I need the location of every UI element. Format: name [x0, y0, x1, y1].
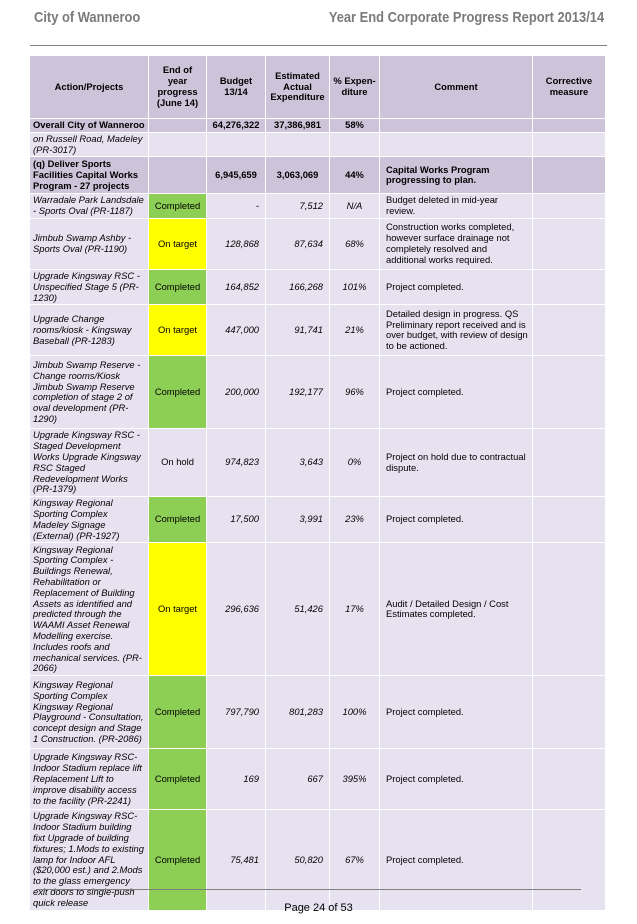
actual-value: 3,991	[266, 497, 330, 543]
budget-value: 128,868	[207, 218, 266, 269]
pct-value: 100%	[330, 676, 380, 749]
pct-value: 101%	[330, 269, 380, 304]
actual-value: 166,268	[266, 269, 330, 304]
continued-project: on Russell Road, Madeley (PR-3017)	[30, 132, 149, 157]
table-row	[30, 429, 606, 497]
corrective-measure	[533, 749, 606, 810]
actual-value: 801,283	[266, 676, 330, 749]
status-cell: Completed	[149, 749, 207, 810]
table-row	[30, 810, 606, 910]
table-row	[30, 218, 606, 269]
table-row	[30, 497, 606, 543]
project-name: Jimbub Swamp Reserve - Change rooms/Kiosk Jimbub Swamp Reserve completion of stage 2 of oval development (PR-1290)	[30, 356, 149, 429]
corrective-measure	[533, 218, 606, 269]
budget-value: 296,636	[207, 543, 266, 676]
project-name: Kingsway Regional Sporting Complex Madeley Signage (External) (PR-1927)	[30, 497, 149, 543]
corrective-measure	[533, 269, 606, 304]
overall-pct: 58%	[330, 119, 380, 133]
overall-actual: 37,386,981	[266, 119, 330, 133]
col-header-actual: Estimated Actual Expenditure	[266, 56, 330, 119]
section-comment: Capital Works Program progressing to plan.	[380, 157, 533, 194]
comment-text: Construction works completed, however surface drainage not completely resolved and additional works required.	[380, 218, 533, 269]
comment-text: Project completed.	[380, 497, 533, 543]
project-name: Upgrade Change rooms/kiosk - Kingsway Baseball (PR-1283)	[30, 305, 149, 356]
pct-value: 0%	[330, 429, 380, 497]
corrective-measure	[533, 497, 606, 543]
col-header-budget: Budget 13/14	[207, 56, 266, 119]
section-pct: 44%	[330, 157, 380, 194]
actual-value: 667	[266, 749, 330, 810]
budget-value: 974,823	[207, 429, 266, 497]
pct-value: 17%	[330, 543, 380, 676]
status-cell: Completed	[149, 676, 207, 749]
budget-value: 797,790	[207, 676, 266, 749]
col-header-comment: Comment	[380, 56, 533, 119]
budget-value: 75,481	[207, 810, 266, 910]
pct-value: 395%	[330, 749, 380, 810]
pct-value: 68%	[330, 218, 380, 269]
table-row	[30, 356, 606, 429]
status-cell: On target	[149, 218, 207, 269]
section-actual: 3,063,069	[266, 157, 330, 194]
table-row	[30, 194, 606, 219]
budget-value: 169	[207, 749, 266, 810]
comment-text: Project completed.	[380, 749, 533, 810]
page-number: Page 24 of 53	[284, 902, 353, 914]
budget-value: 164,852	[207, 269, 266, 304]
col-header-action: Action/Projects	[30, 56, 149, 119]
overall-row	[30, 119, 606, 133]
actual-value: 91,741	[266, 305, 330, 356]
project-name: Upgrade Kingsway RSC - Staged Development Works Upgrade Kingsway RSC Staged Redevelopment Works (PR-1379)	[30, 429, 149, 497]
project-name: Upgrade Kingsway RSC-Indoor Stadium replace lift Replacement Lift to improve disability access to the facility (PR-2241)	[30, 749, 149, 810]
status-cell: On target	[149, 305, 207, 356]
continued-row	[30, 132, 606, 157]
pct-value: 96%	[330, 356, 380, 429]
corrective-measure	[533, 676, 606, 749]
status-cell: On target	[149, 543, 207, 676]
actual-value: 7,512	[266, 194, 330, 219]
comment-text: Budget deleted in mid-year review.	[380, 194, 533, 219]
comment-text: Project completed.	[380, 810, 533, 910]
budget-value: 200,000	[207, 356, 266, 429]
corrective-measure	[533, 429, 606, 497]
progress-table	[29, 55, 606, 911]
header-divider	[30, 45, 607, 46]
status-cell: Completed	[149, 810, 207, 910]
actual-value: 51,426	[266, 543, 330, 676]
corrective-measure	[533, 305, 606, 356]
table-row	[30, 676, 606, 749]
comment-text: Detailed design in progress. QS Preliminary report received and is over budget, with review of design to be actioned.	[380, 305, 533, 356]
budget-value: 447,000	[207, 305, 266, 356]
project-name: Upgrade Kingsway RSC - Unspecified Stage 5 (PR-1230)	[30, 269, 149, 304]
progress-table-container	[29, 55, 605, 911]
status-cell: Completed	[149, 356, 207, 429]
project-name: Kingsway Regional Sporting Complex Kingsway Regional Playground - Consultation, concept design and Stage 1 Construction. (PR-2086)	[30, 676, 149, 749]
pct-value: N/A	[330, 194, 380, 219]
comment-text: Project on hold due to contractual dispute.	[380, 429, 533, 497]
header-org-name: City of Wanneroo	[34, 9, 141, 26]
project-name: Upgrade Kingsway RSC-Indoor Stadium building fixt Upgrade of building fixtures; 1.Mods to existing lamp for Indoor AFL ($20,000 est.) and 2.Mods to the glass emergency exit doors to single-push quick release	[30, 810, 149, 910]
comment-text: Project completed.	[380, 356, 533, 429]
col-header-pct: % Expen-diture	[330, 56, 380, 119]
actual-value: 50,820	[266, 810, 330, 910]
overall-budget: 64,276,322	[207, 119, 266, 133]
budget-value: -	[207, 194, 266, 219]
corrective-measure	[533, 543, 606, 676]
col-header-progress: End of year progress (June 14)	[149, 56, 207, 119]
corrective-measure	[533, 810, 606, 910]
actual-value: 3,643	[266, 429, 330, 497]
comment-text: Project completed.	[380, 676, 533, 749]
table-row	[30, 305, 606, 356]
corrective-measure	[533, 194, 606, 219]
col-header-corrective: Corrective measure	[533, 56, 606, 119]
table-row	[30, 543, 606, 676]
header-report-title: Year End Corporate Progress Report 2013/14	[328, 9, 604, 26]
project-name: Kingsway Regional Sporting Complex - Buildings Renewal, Rehabilitation or Replacement of Building Assets as identified and predicted through the WAAMI Asset Renewal Modelling exercise. Includes roofs and mechanical services. (PR-2066)	[30, 543, 149, 676]
comment-text: Project completed.	[380, 269, 533, 304]
pct-value: 23%	[330, 497, 380, 543]
status-cell: Completed	[149, 269, 207, 304]
status-cell: Completed	[149, 497, 207, 543]
section-label: (q) Deliver Sports Facilities Capital Works Program - 27 projects	[30, 157, 149, 194]
comment-text: Audit / Detailed Design / Cost Estimates completed.	[380, 543, 533, 676]
footer-divider	[36, 889, 581, 890]
section-row	[30, 157, 606, 194]
table-row	[30, 749, 606, 810]
project-name: Warradale Park Landsdale - Sports Oval (PR-1187)	[30, 194, 149, 219]
table-header-row	[30, 56, 606, 119]
pct-value: 21%	[330, 305, 380, 356]
actual-value: 192,177	[266, 356, 330, 429]
status-cell: On hold	[149, 429, 207, 497]
status-cell: Completed	[149, 194, 207, 219]
pct-value: 67%	[330, 810, 380, 910]
overall-label: Overall City of Wanneroo	[30, 119, 149, 133]
budget-value: 17,500	[207, 497, 266, 543]
corrective-measure	[533, 356, 606, 429]
section-budget: 6,945,659	[207, 157, 266, 194]
actual-value: 87,634	[266, 218, 330, 269]
table-row	[30, 269, 606, 304]
project-name: Jimbub Swamp Ashby - Sports Oval (PR-1190)	[30, 218, 149, 269]
